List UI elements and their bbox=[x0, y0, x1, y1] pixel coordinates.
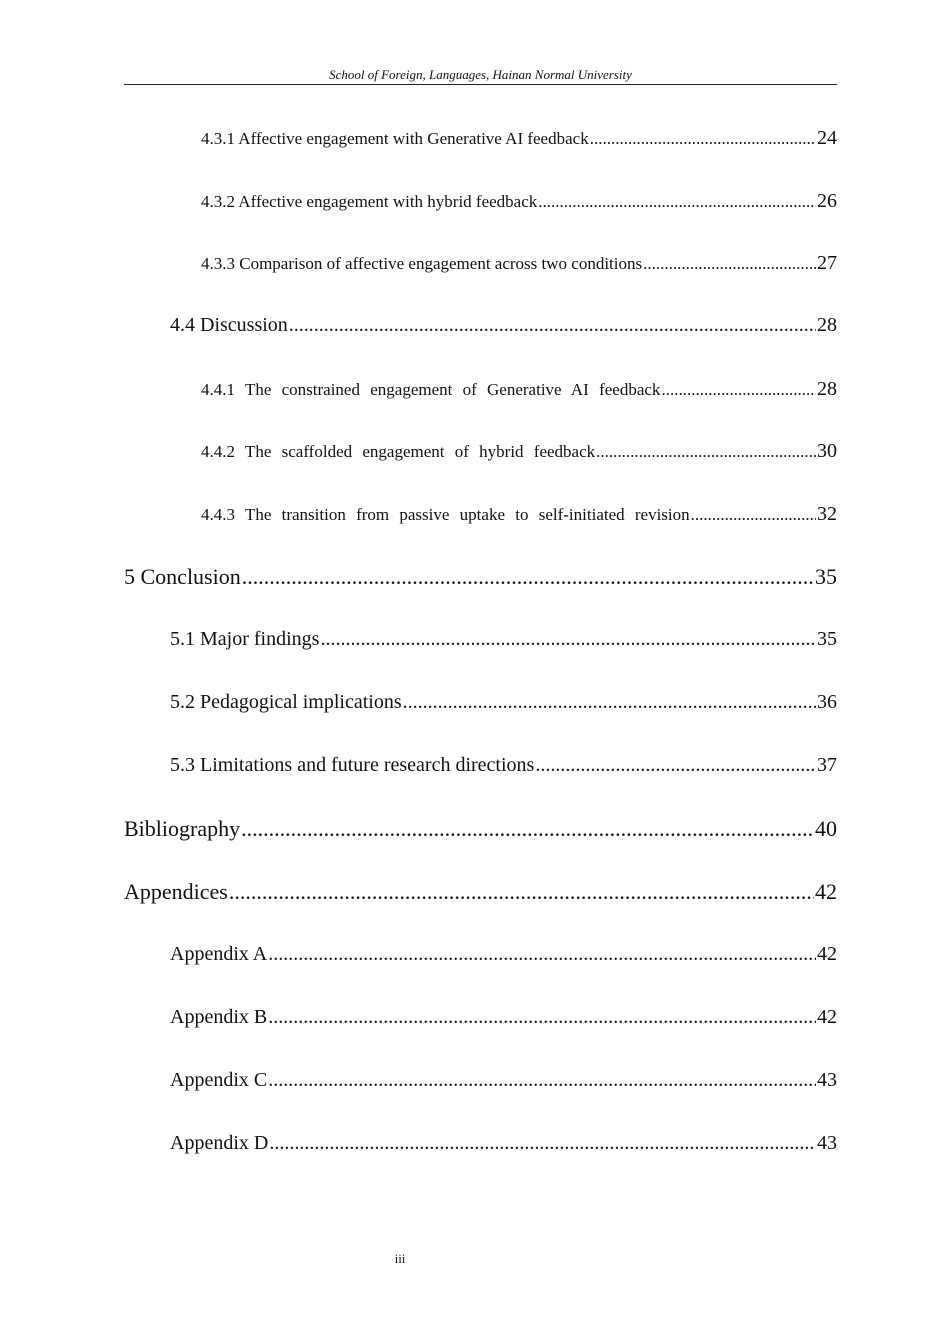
toc-entry-appendix-b[interactable] bbox=[170, 1006, 837, 1029]
toc-entry-label: 4.4.2 The scaffolded engagement of hybrid feedback bbox=[201, 442, 596, 461]
dot-leader bbox=[661, 380, 816, 400]
toc-entry-page: 36 bbox=[817, 691, 837, 713]
toc-entry-label: 4.3.3 Comparison of affective engagement across two conditions bbox=[201, 254, 643, 273]
toc-entry-label: Appendix C bbox=[170, 1069, 268, 1091]
dot-leader bbox=[320, 628, 816, 651]
toc-entry-4-3-3[interactable] bbox=[201, 252, 837, 275]
dot-leader bbox=[535, 754, 816, 777]
toc-entry-4-4-3[interactable] bbox=[201, 503, 837, 526]
toc-entry-label: 4.4.1 The constrained engagement of Generative AI feedback bbox=[201, 380, 661, 399]
toc-entry-appendix-c[interactable] bbox=[170, 1069, 837, 1092]
dot-leader bbox=[691, 505, 816, 525]
toc-entry-label: 5.2 Pedagogical implications bbox=[170, 691, 402, 713]
toc-entry-label: 4.4 Discussion bbox=[170, 314, 288, 336]
toc-entry-appendix-d[interactable] bbox=[170, 1132, 837, 1155]
toc-entry-5-2[interactable] bbox=[170, 691, 837, 714]
toc-entry-5-3[interactable] bbox=[170, 754, 837, 777]
dot-leader bbox=[643, 254, 816, 274]
toc-entry-page: 35 bbox=[817, 628, 837, 650]
toc-entry-label: 5.1 Major findings bbox=[170, 628, 320, 650]
toc-entry-bibliography[interactable] bbox=[124, 816, 837, 842]
dot-leader bbox=[403, 691, 816, 714]
dot-leader bbox=[590, 129, 816, 149]
toc-entry-label: Appendix D bbox=[170, 1132, 269, 1154]
toc-entry-label: 5.3 Limitations and future research directions bbox=[170, 754, 535, 776]
page-number: iii bbox=[394, 1251, 406, 1266]
dot-leader bbox=[229, 879, 814, 905]
toc-entry-page: 28 bbox=[817, 314, 837, 336]
dot-leader bbox=[596, 442, 816, 462]
toc-entry-label: 4.3.1 Affective engagement with Generative AI feedback bbox=[201, 129, 589, 148]
toc-entry-page: 32 bbox=[817, 503, 837, 525]
dot-leader bbox=[268, 943, 816, 966]
toc-entry-appendix-a[interactable] bbox=[170, 943, 837, 966]
toc-entry-4-3-2[interactable] bbox=[201, 190, 837, 213]
toc-entry-page: 43 bbox=[817, 1069, 837, 1091]
toc-entry-page: 24 bbox=[817, 127, 837, 149]
toc-entry-4-4[interactable] bbox=[170, 314, 837, 337]
toc-entry-label: 4.4.3 The transition from passive uptake to self-initiated revision bbox=[201, 505, 690, 524]
toc-entry-page: 40 bbox=[815, 816, 837, 841]
dot-leader bbox=[268, 1069, 816, 1092]
toc-entry-5[interactable] bbox=[124, 564, 837, 590]
dot-leader bbox=[289, 314, 816, 337]
toc-entry-page: 43 bbox=[817, 1132, 837, 1154]
toc-entry-4-4-2[interactable] bbox=[201, 440, 837, 463]
toc-entry-page: 26 bbox=[817, 190, 837, 212]
dot-leader bbox=[538, 192, 816, 212]
toc-entry-label: Appendix A bbox=[170, 943, 268, 965]
toc-entry-label: 4.3.2 Affective engagement with hybrid feedback bbox=[201, 192, 538, 211]
toc-entry-page: 42 bbox=[817, 1006, 837, 1028]
toc-entry-label: Appendix B bbox=[170, 1006, 268, 1028]
toc-entry-page: 37 bbox=[817, 754, 837, 776]
toc-entry-page: 42 bbox=[815, 879, 837, 904]
toc-entry-appendices[interactable] bbox=[124, 879, 837, 905]
toc-entry-page: 42 bbox=[817, 943, 837, 965]
toc-entry-4-3-1[interactable] bbox=[201, 127, 837, 150]
toc-entry-page: 28 bbox=[817, 378, 837, 400]
toc-entry-label: 5 Conclusion bbox=[124, 564, 241, 589]
dot-leader bbox=[269, 1132, 816, 1155]
toc-entry-4-4-1[interactable] bbox=[201, 378, 837, 401]
toc-entry-5-1[interactable] bbox=[170, 628, 837, 651]
toc-entry-page: 27 bbox=[817, 252, 837, 274]
toc-entry-page: 30 bbox=[817, 440, 837, 462]
dot-leader bbox=[241, 816, 814, 842]
dot-leader bbox=[268, 1006, 816, 1029]
toc-entry-label: Bibliography bbox=[124, 816, 241, 841]
running-header: School of Foreign, Languages, Hainan Normal University bbox=[124, 67, 837, 85]
toc-entry-page: 35 bbox=[815, 564, 837, 589]
toc-entry-label: Appendices bbox=[124, 879, 228, 904]
dot-leader bbox=[242, 564, 814, 590]
